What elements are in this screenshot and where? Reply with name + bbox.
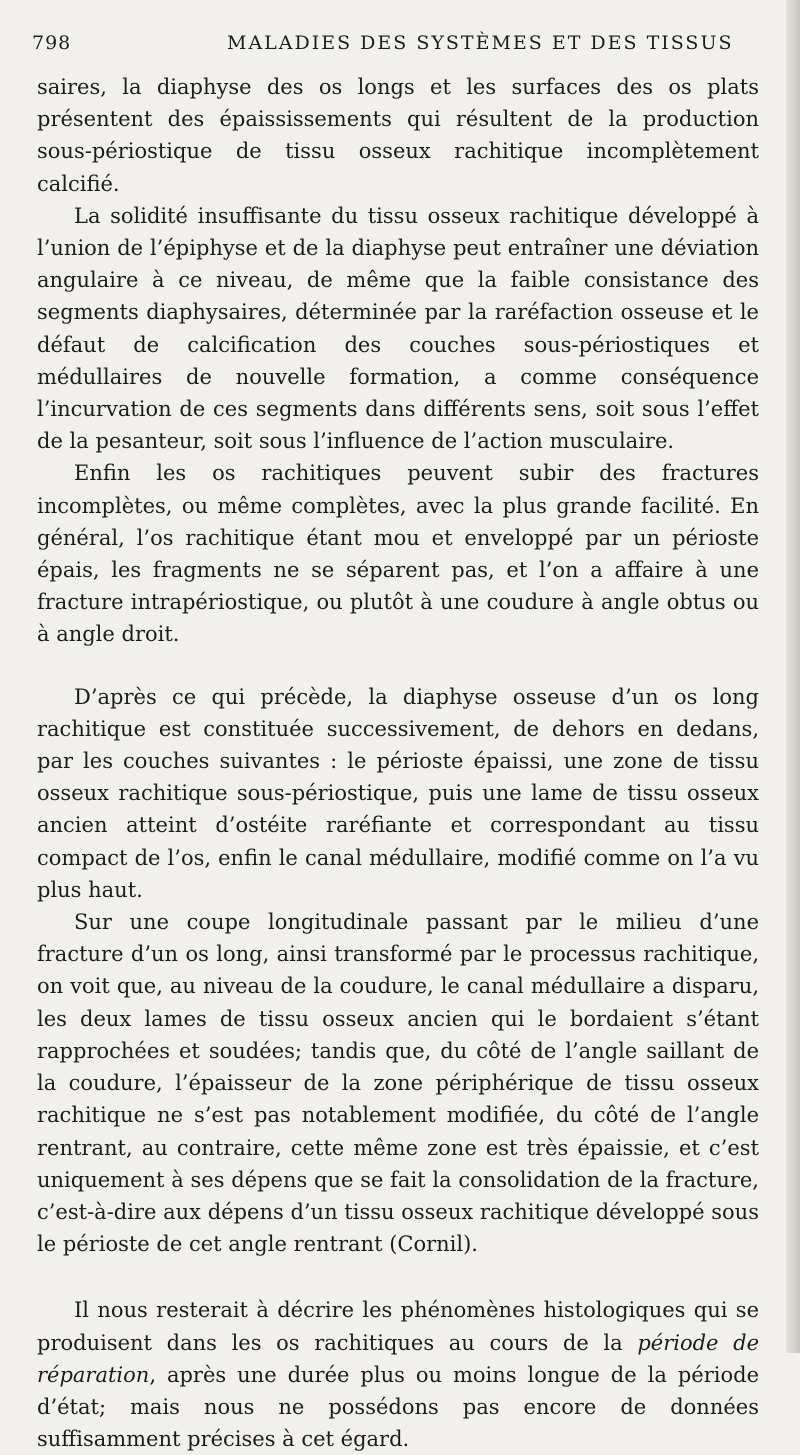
page-edge	[786, 0, 800, 1353]
paragraph-structure-diaphyse: D’après ce qui précède, la diaphyse osseuse d’un os long rachitique est constituée successivement, de dehors en dedans, par les couches suivantes : le périoste épaissi, une zone de tissu osseux rachitique sous-périostique, puis une lame de tissu osseux ancien atteint d’ostéite raréfiante et correspondant au tissu compact de l’os, enfin le canal médullaire, modifié comme on l’a vu plus haut.	[37, 684, 759, 902]
reparation-text-after: , après une durée plus ou moins longue de la période d’état; mais nous ne possédons pas encore de données suffisamment précises à cet égard.	[37, 1362, 759, 1452]
paragraph-continuation: saires, la diaphyse des os longs et les surfaces des os plats présentent des épaississements qui résultent de la production sous-périostique de tissu osseux rachitique incomplètement calcifié.	[37, 75, 759, 196]
reparation-emphasis: période de réparation	[37, 1330, 759, 1387]
page-number: 798	[32, 32, 72, 54]
paragraph-reparation	[37, 1294, 759, 1455]
page-header	[32, 30, 760, 60]
running-title: MALADIES DES SYSTÈMES ET DES TISSUS	[227, 32, 734, 54]
paragraph-fractures: Enfin les os rachitiques peuvent subir des fractures incomplètes, ou même complètes, avec la plus grande facilité. En général, l’os rachitique étant mou et enveloppé par un périoste épais, les fragments ne se séparent pas, et l’on a affaire à une fracture intrapériostique, ou plutôt à une coudure à angle obtus ou à angle droit.	[37, 461, 759, 647]
paragraph-coupe-longitudinale: Sur une coupe longitudinale passant par le milieu d’une fracture d’un os long, ainsi transformé par le processus rachitique, on voit que, au niveau de la coudure, le canal médullaire a disparu, les deux lames de tissu osseux ancien qui le bordaient s’étant rapprochées et soudées; tandis que, du côté de l’angle saillant de la coudure, l’épaisseur de la zone périphérique de tissu osseux rachitique ne s’est pas notablement modifiée, du côté de l’angle rentrant, au contraire, cette même zone est très épaissie, et c’est uniquement à ses dépens que se fait la consolidation de la fracture, c’est-à-dire aux dépens d’un tissu osseux rachitique développé sous le périoste de cet angle rentrant (Cornil).	[37, 910, 759, 1257]
reparation-text-before: Il nous resterait à décrire les phénomènes histologiques qui se produisent dans les os rachitiques au cours de la	[37, 1298, 759, 1355]
body-text	[37, 71, 759, 1455]
paragraph-solidite: La solidité insuffisante du tissu osseux rachitique développé à l’union de l’épiphyse et de la diaphyse peut entraîner une déviation angulaire à ce niveau, de même que la faible consistance des segments diaphysaires, déterminée par la raréfaction osseuse et le défaut de calcification des couches sous-périostiques et médullaires de nouvelle formation, a comme conséquence l’incurvation de ces segments dans différents sens, soit sous l’effet de la pesanteur, soit sous l’influence de l’action musculaire.	[37, 203, 759, 454]
